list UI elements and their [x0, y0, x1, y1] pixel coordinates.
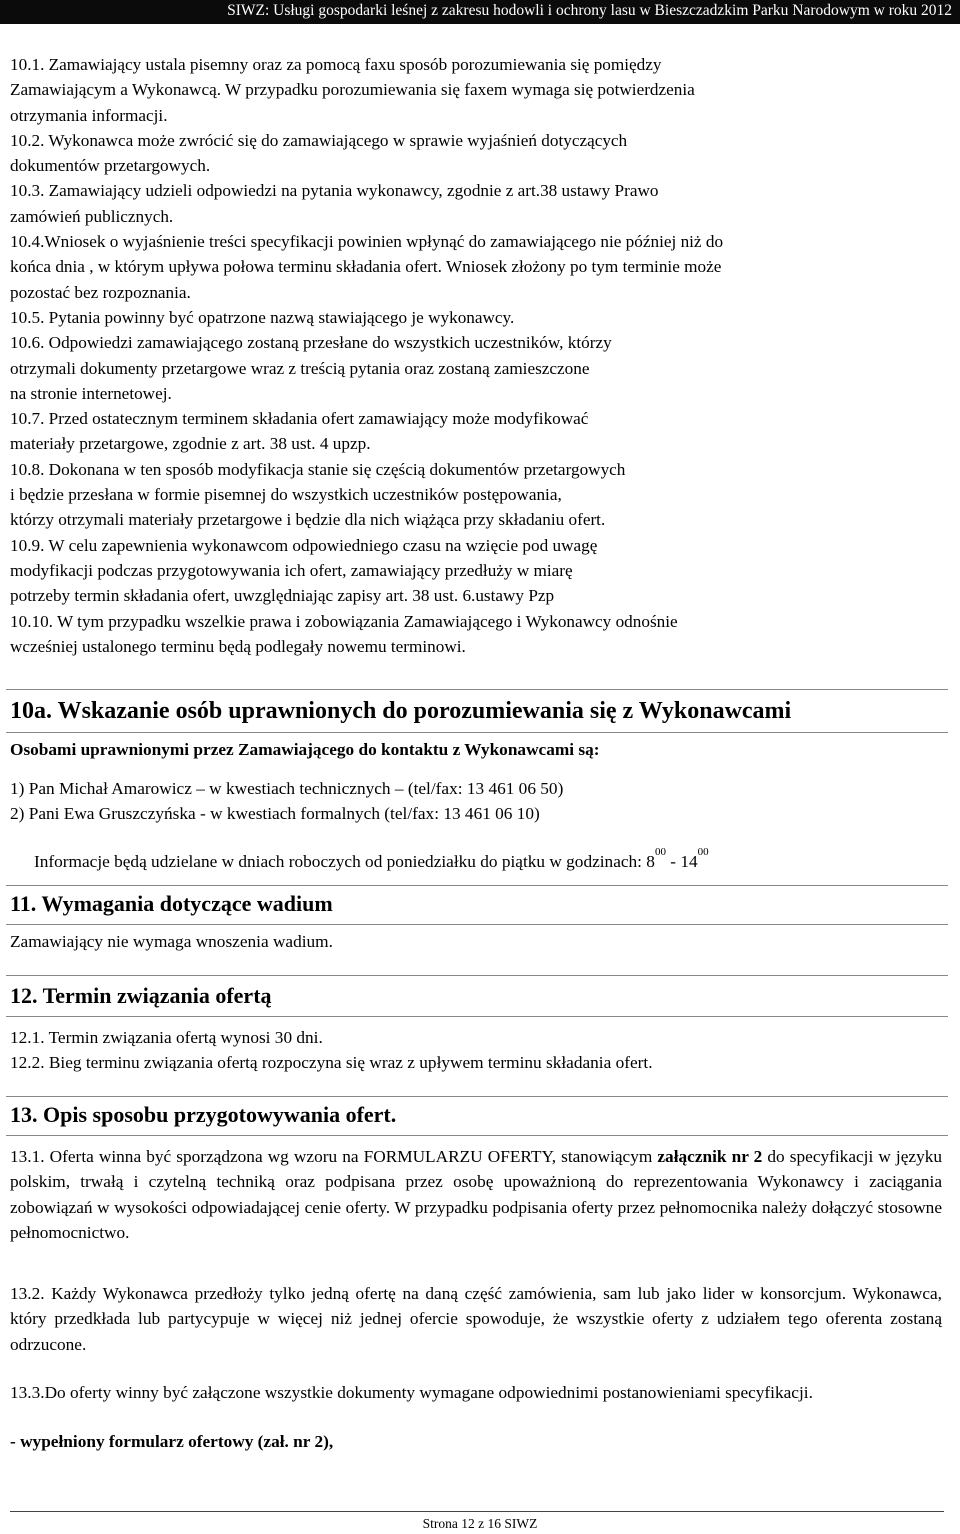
section-12-heading-box — [6, 975, 948, 1017]
section-13-heading: 13. Opis sposobu przygotowywania ofert. — [10, 1102, 397, 1127]
office-hours-text: Informacje będą udzielane w dniach roboczych od poniedziałku do piątku w godzinach: 8 — [34, 852, 655, 871]
section-10-line: 10.3. Zamawiający udzieli odpowiedzi na pytania wykonawcy, zgodnie z art.38 ustawy Prawo — [10, 181, 659, 201]
section-10-line: wcześniej ustalonego terminu będą podlegały nowemu terminowi. — [10, 636, 466, 656]
section-13-heading-box — [6, 1096, 948, 1136]
section-10-line: 10.10. W tym przypadku wszelkie prawa i zobowiązania Zamawiającego i Wykonawcy odnośnie — [10, 611, 678, 631]
section-12-item: 12.1. Termin związania ofertą wynosi 30 dni. — [10, 1028, 323, 1047]
section-12-heading: 12. Termin związania ofertą — [10, 983, 272, 1008]
section-13-3-paragraph: 13.3.Do oferty winny być załączone wszystkie dokumenty wymagane odpowiednimi postanowieniami specyfikacji. — [10, 1383, 813, 1402]
section-10-line: 10.1. Zamawiający ustala pisemny oraz za pomocą faxu sposób porozumiewania się pomiędzy — [10, 55, 662, 74]
footer-divider — [10, 1511, 944, 1512]
section-13-2-paragraph: 13.2. Każdy Wykonawca przedłoży tylko jedną ofertę na daną część zamówienia, sam lub jako lider w konsorcjum. Wykonawca, który przedkłada lub partycypuje w więcej niż jednej ofercie spowoduje, że wszystkie oferty z udziałem tego oferenta zostaną odrzucone. — [10, 1284, 942, 1354]
page-number: Strona 12 z 16 SIWZ — [422, 1516, 538, 1531]
section-11-heading: 11. Wymagania dotyczące wadium — [10, 891, 333, 916]
section-10-line: materiały przetargowe, zgodnie z art. 38 ust. 4 upzp. — [10, 434, 371, 454]
hour-superscript: 00 — [697, 846, 709, 858]
section-10-line: na stronie internetowej. — [10, 383, 172, 403]
section-10-line: 10.7. Przed ostatecznym terminem składania ofert zamawiający może modyfikować — [10, 409, 589, 429]
section-11-text: Zamawiający nie wymaga wnoszenia wadium. — [10, 932, 333, 951]
contact-item: 2) Pani Ewa Gruszczyńska - w kwestiach formalnych (tel/fax: 13 461 06 10) — [10, 804, 540, 824]
contact-item: 1) Pan Michał Amarowicz – w kwestiach technicznych – (tel/fax: 13 461 06 50) — [10, 779, 564, 798]
section-11-heading-box — [6, 885, 948, 925]
section-13-1-start: 13.1. Oferta winna być sporządzona wg wzoru na FORMULARZU OFERTY, stanowiącym — [10, 1147, 653, 1166]
section-13-list-item: - wypełniony formularz ofertowy (zał. nr 2), — [10, 1432, 334, 1451]
section-10-line: 10.2. Wykonawca może zwrócić się do zamawiającego w sprawie wyjaśnień dotyczących — [10, 130, 628, 150]
section-10-line: modyfikacji podczas przygotowywania ich ofert, zamawiający przedłuży w miarę — [10, 560, 573, 580]
hour-superscript: 00 — [654, 846, 666, 858]
section-10-line: 10.4.Wniosek o wyjaśnienie treści specyfikacji powinien wpłynąć do zamawiającego nie później niż do — [10, 232, 724, 252]
section-10-line: 10.9. W celu zapewnienia wykonawcom odpowiedniego czasu na wzięcie pod uwagę — [10, 535, 598, 555]
section-10-line: potrzeby termin składania ofert, uwzględniając zapisy art. 38 ust. 6.ustawy Pzp — [10, 586, 555, 606]
section-10-line: dokumentów przetargowych. — [10, 156, 211, 176]
attachment-reference: załącznik nr 2 — [657, 1147, 763, 1166]
section-10-line: 10.6. Odpowiedzi zamawiającego zostaną przesłane do wszystkich uczestników, którzy — [10, 333, 612, 353]
office-hours-separator: - 14 — [665, 852, 698, 871]
section-12-item: 12.2. Bieg terminu związania ofertą rozpoczyna się wraz z upływem terminu składania ofert. — [10, 1053, 653, 1073]
header-title: SIWZ: Usługi gospodarki leśnej z zakresu hodowli i ochrony lasu w Bieszczadzkim Parku Narodowym w roku 2012 — [227, 2, 952, 19]
section-10-line: 10.5. Pytania powinny być opatrzone nazwą stawiającego je wykonawcy. — [10, 307, 515, 327]
section-13-1-paragraph — [10, 1144, 942, 1245]
section-10a-subheading: Osobami uprawnionymi przez Zamawiającego do kontaktu z Wykonawcami są: — [10, 740, 600, 759]
section-10-line: otrzymania informacji. — [10, 105, 168, 125]
section-10-line: końca dnia , w którym upływa połowa terminu składania ofert. Wniosek złożony po tym terminie może — [10, 257, 722, 277]
section-10-line: zamówień publicznych. — [10, 206, 174, 226]
office-hours-info — [34, 846, 709, 872]
section-10-line: którzy otrzymali materiały przetargowe i będzie dla nich wiążąca przy składaniu ofert. — [10, 510, 606, 530]
section-10-line: otrzymali dokumenty przetargowe wraz z treścią pytania oraz zostaną zamieszczone — [10, 358, 590, 378]
section-12-items — [10, 1025, 653, 1076]
page-header — [0, 0, 960, 24]
contacts-list — [10, 776, 563, 827]
section-10-line: 10.8. Dokonana w ten sposób modyfikacja stanie się częścią dokumentów przetargowych — [10, 459, 626, 479]
section-10a-heading: 10a. Wskazanie osób uprawnionych do porozumiewania się z Wykonawcami — [10, 698, 792, 724]
section-10-line: pozostać bez rozpoznania. — [10, 282, 191, 302]
section-10-line: i będzie przesłana w formie pisemnej do wszystkich uczestników postępowania, — [10, 485, 562, 505]
section-13-1-rest: do specyfikacji w języku polskim, trwałą i czytelną techniką oraz podpisana przez osobę upoważnioną do reprezentowania Wykonawcy i zaciągania zobowiązań w wysokości odpowiadającej cenie oferty. W przypadku podpisania oferty przez pełnomocnika należy dołączyć stosowne pełnomocnictwo. — [10, 1147, 942, 1242]
section-10a-heading-box — [6, 689, 948, 733]
section-10-body — [10, 52, 946, 659]
section-10-line: Zamawiającym a Wykonawcą. W przypadku porozumiewania się faxem wymaga się potwierdzenia — [10, 80, 695, 100]
